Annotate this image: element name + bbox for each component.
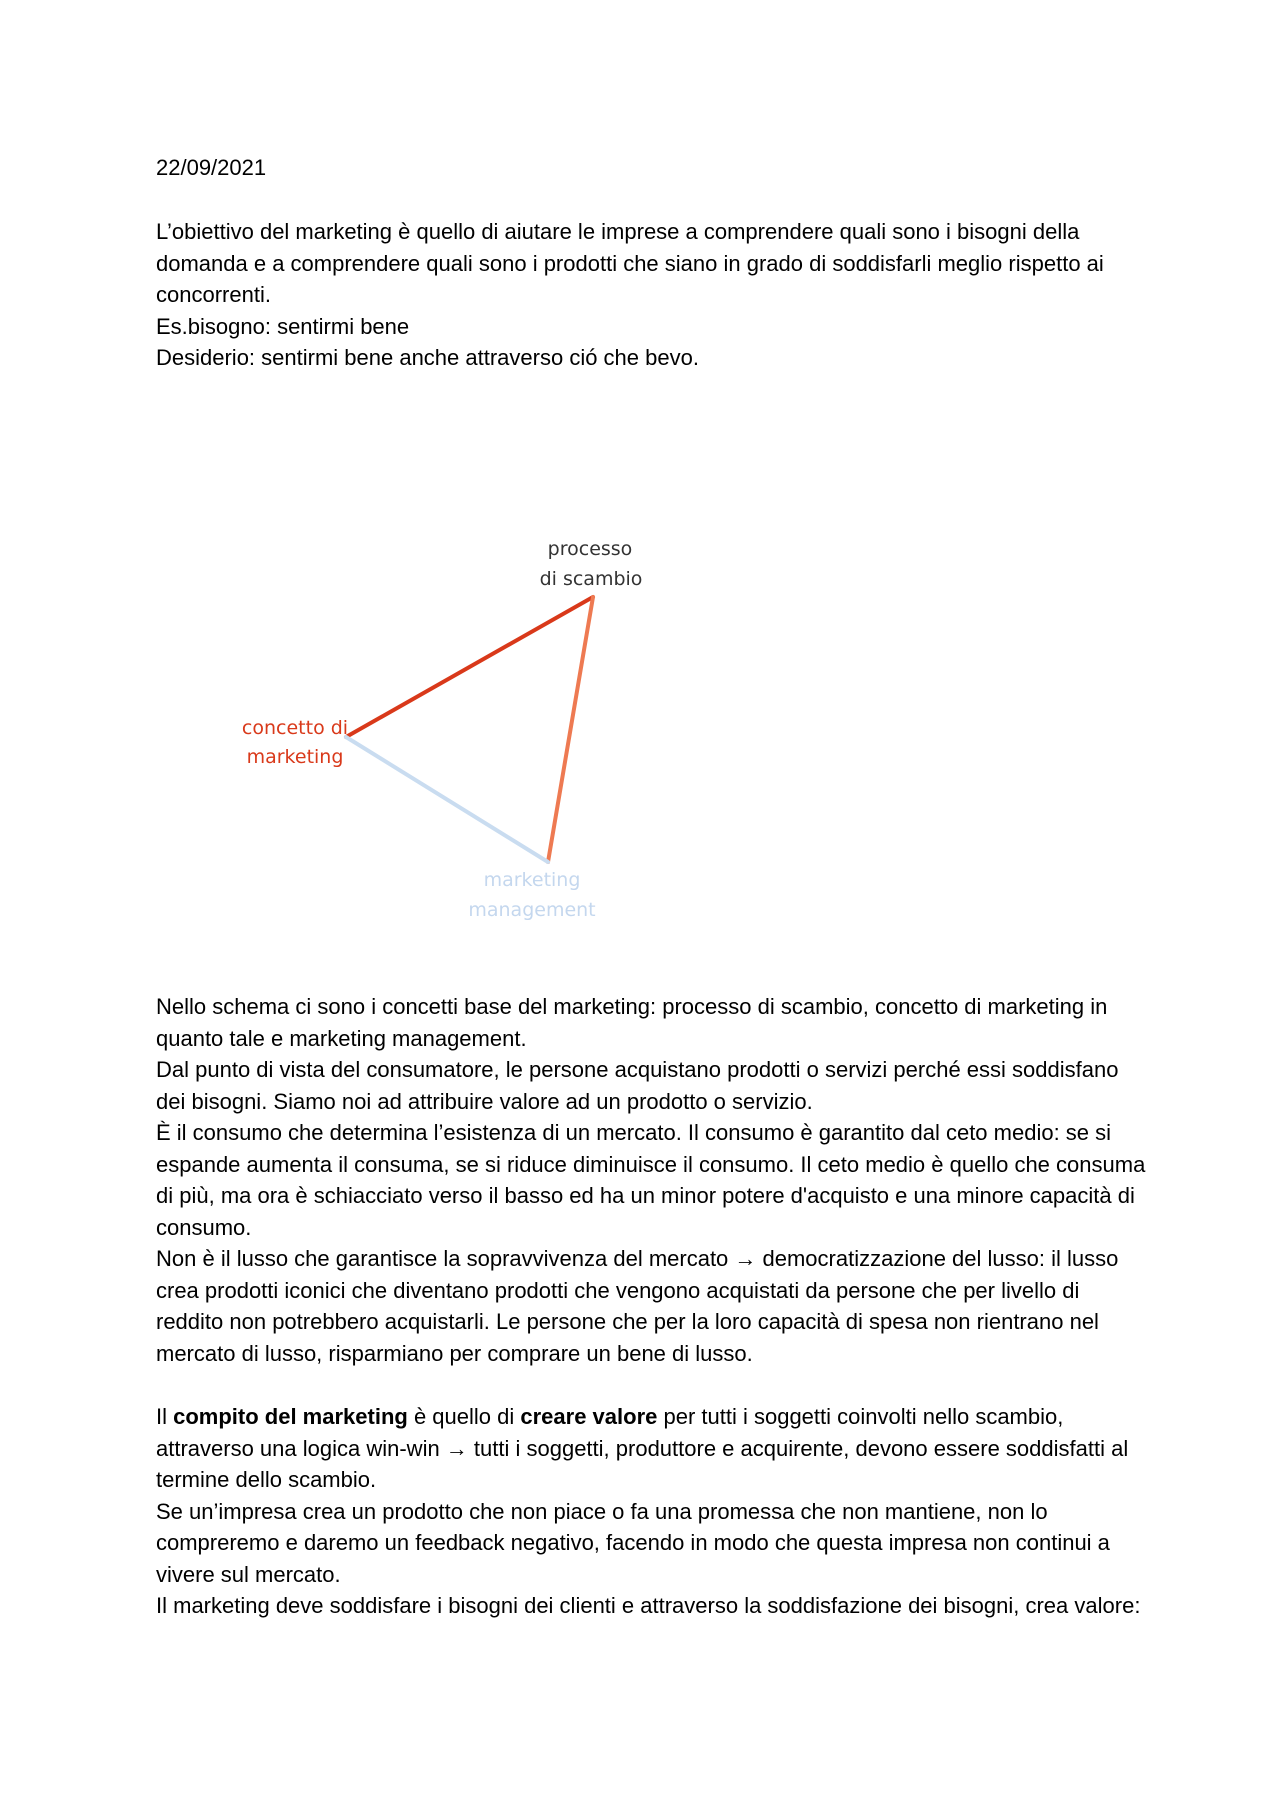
triangle-diagram-svg — [230, 530, 643, 940]
intro-section — [156, 216, 1146, 374]
example-desire: Desiderio: sentirmi bene anche attraverso ció che bevo. — [156, 345, 699, 370]
label-exchange-line2: di scambio — [539, 568, 643, 590]
task-bold-compito: compito del marketing — [173, 1404, 408, 1429]
task-bold-valore: creare valore — [520, 1404, 658, 1429]
task-paragraph-2: Se un’impresa crea un prodotto che non piace o fa una promessa che non mantiene, non lo compreremo e daremo un feedback negativo, facendo in modo che questa impresa non continui a vivere sul mercato. — [156, 1498, 1110, 1587]
edge-exchange-to-concept — [346, 597, 593, 737]
label-exchange-line1: processo — [547, 538, 633, 560]
task-mid: è quello di — [407, 1404, 521, 1429]
explanation-section — [156, 991, 1146, 1369]
date-text: 22/09/2021 — [156, 155, 267, 180]
edge-exchange-to-management — [548, 597, 593, 862]
label-concept-line1: concetto di — [241, 717, 349, 739]
body-paragraph-4: Non è il lusso che garantisce la sopravvivenza del mercato → democratizzazione del lusso: il lusso crea prodotti iconici che diventano prodotti che vengono acquistati da persone che per livello di reddito non potrebbero acquistarli. Le persone che per la loro capacità di spesa non rientrano nel mercato di lusso, risparmiano per comprare un bene di lusso. — [156, 1246, 1119, 1366]
task-suffix: per tutti i soggetti coinvolti nello scambio, attraverso una logica win-win → tutti i soggetti, produttore e acquirente, devono essere soddisfatti al termine dello scambio. — [156, 1404, 1129, 1492]
marketing-concepts-diagram — [230, 530, 643, 940]
task-prefix: Il — [156, 1404, 174, 1429]
edge-concept-to-management — [346, 737, 548, 862]
date-header — [156, 152, 1146, 184]
label-management-line2: management — [468, 899, 596, 921]
task-paragraph-3: Il marketing deve soddisfare i bisogni dei clienti e attraverso la soddisfazione dei bisogni, crea valore: — [156, 1593, 1141, 1618]
example-need: Es.bisogno: sentirmi bene — [156, 313, 410, 339]
body-paragraph-1: Nello schema ci sono i concetti base del marketing: processo di scambio, concetto di marketing in quanto tale e marketing management. — [156, 994, 1108, 1051]
body-paragraph-2: Dal punto di vista del consumatore, le persone acquistano prodotti o servizi perché essi soddisfano dei bisogni. Siamo noi ad attribuire valore ad un prodotto o servizio. — [156, 1057, 1119, 1114]
task-paragraph-1 — [156, 1401, 1146, 1496]
intro-paragraph: L’obiettivo del marketing è quello di aiutare le imprese a comprendere quali sono i bisogni della domanda e a comprendere quali sono i prodotti che siano in grado di soddisfarli meglio rispetto ai concorrenti. — [156, 219, 1104, 307]
label-management-line1: marketing — [483, 869, 581, 891]
label-concept-line2: marketing — [246, 746, 344, 768]
body-paragraph-3: È il consumo che determina l’esistenza di un mercato. Il consumo è garantito dal ceto medio: se si espande aumenta il consuma, se si riduce diminuisce il consumo. Il ceto medio è quello che consuma di più, ma ora è schiacciato verso il basso ed ha un minor potere d'acquisto e una minore capacità di consumo. — [156, 1120, 1146, 1240]
marketing-task-section — [156, 1401, 1146, 1622]
